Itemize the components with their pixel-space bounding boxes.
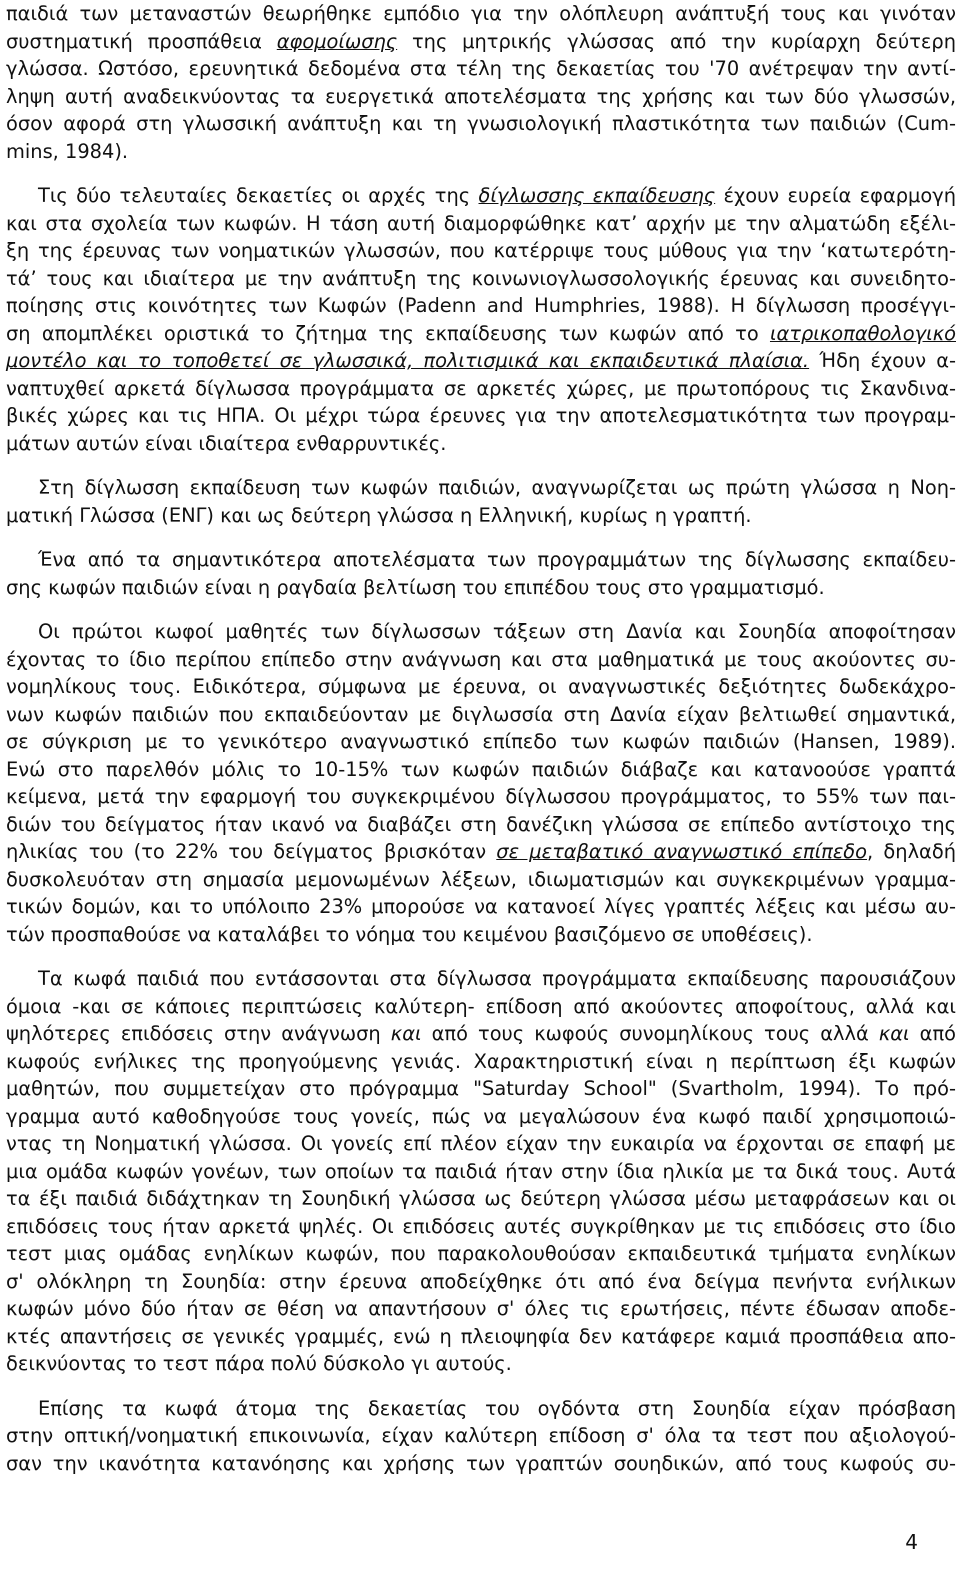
- text-run: ψηλότερες επιδόσεις στην ανάγνωση: [6, 1022, 391, 1045]
- text-run: δεικνύοντας το τεστ πάρα πολύ δύσκολο γι αυτούς.: [6, 1352, 512, 1375]
- page-number: 4: [905, 1530, 918, 1554]
- text-line: [6, 1295, 956, 1323]
- text-line: [6, 1213, 956, 1241]
- emphasis-text: δίγλωσσης εκπαίδευσης: [478, 184, 716, 207]
- text-line: [6, 574, 956, 602]
- text-line: [6, 1048, 956, 1076]
- text-line: [6, 1268, 956, 1296]
- text-run: από τους κωφούς συνομηλίκους τους αλλά: [421, 1022, 879, 1045]
- text-run: γραμμα αυτό καθοδηγούσε τους γονείς, πώς να μεγαλώσουν ένα κωφό παιδί χρησιμοποιώ-: [6, 1104, 956, 1128]
- text-run: Επίσης τα κωφά άτομα της δεκαετίας του ογδόντα στη Σουηδία είχαν πρόσβαση: [38, 1396, 956, 1420]
- text-run: ηλικίας του (το 22% του δείγματος βρισκόταν: [6, 840, 497, 863]
- text-run: Ήδη έχουν α-: [809, 349, 956, 372]
- text-run: μια ομάδα κωφών γονέων, των οποίων τα παιδιά ήταν στην ίδια ηλικία με τα δικά τους. Αυτά: [6, 1159, 956, 1183]
- text-run: , δηλαδή: [867, 840, 956, 863]
- text-line: [6, 1450, 956, 1478]
- emphasis-text: ιατρικοπαθολογικό: [769, 321, 956, 345]
- paragraph: [6, 182, 956, 457]
- text-line: [6, 292, 956, 320]
- text-line: [6, 402, 956, 430]
- text-run: της μητρικής γλώσσας από την κυρίαρχη δεύτερη: [397, 29, 956, 53]
- text-line: [6, 811, 956, 839]
- text-run: βικές χώρες και τις ΗΠΑ. Οι μέχρι τώρα έρευνες για την αποτελεσματικότητα των προγραμ-: [6, 404, 956, 427]
- paragraph: [6, 546, 956, 601]
- text-run: τικών δομών, και το υπόλοιπο 23% μπορούσε να κατανοεί λίγες γραπτές λέξεις και μέσω αυ-: [6, 895, 956, 918]
- text-run: και στα σχολεία των κωφών. Η τάση αυτή διαμορφώθηκε κατ’ αρχήν με την αλματώδη εξέλι-: [6, 211, 956, 235]
- text-line: [6, 1395, 956, 1423]
- text-line: [6, 893, 956, 921]
- paragraph: [6, 474, 956, 529]
- text-run: μάτων αυτών είναι ιδιαίτερα ενθαρρυντικές.: [6, 431, 447, 455]
- text-line: [6, 965, 956, 993]
- text-run: έχουν ευρεία εφαρμογή: [715, 184, 956, 207]
- text-line: [6, 210, 956, 238]
- text-run: ληψη αυτή αναδεικνύοντας τα ευεργετικά αποτελέσματα της χρήσης και των δύο γλωσσών,: [6, 84, 956, 108]
- paragraph: [6, 1395, 956, 1478]
- text-line: [6, 1130, 956, 1158]
- text-line: [6, 237, 956, 265]
- text-run: ματική Γλώσσα (ΕΝΓ) και ως δεύτερη γλώσσα η Ελληνική, κυρίως η γραπτή.: [6, 503, 752, 527]
- text-run: επιδόσεις τους ήταν αρκετά ψηλές. Οι επιδόσεις αυτές συγκρίθηκαν με τις επιδόσεις στο ίδιο: [6, 1214, 956, 1238]
- text-run: Τα κωφά παιδιά που εντάσσονται στα δίγλωσσα προγράμματα εκπαίδευσης παρουσιάζουν: [38, 967, 956, 990]
- text-line: [6, 1075, 956, 1103]
- text-run: γλώσσα. Ωστόσο, ερευνητικά δεδομένα στα τέλη της δεκαετίας του '70 ανέτρεψαν την αντί-: [6, 57, 956, 80]
- text-line: [6, 474, 956, 502]
- text-line: [6, 320, 956, 348]
- text-line: [6, 783, 956, 811]
- text-run: Οι πρώτοι κωφοί μαθητές των δίγλωσσων τάξεων στη Δανία και Σουηδία αποφοίτησαν: [38, 620, 956, 643]
- text-line: [6, 110, 956, 138]
- emphasis-text: και: [390, 1022, 422, 1045]
- text-line: [6, 546, 956, 574]
- emphasis-text: σε μεταβατικό αναγνωστικό επίπεδο: [496, 840, 868, 863]
- text-run: ναπτυχθεί αρκετά δίγλωσσα προγράμματα σε αρκετές χώρες, με πρωτοπόρους τις Σκανδινα-: [6, 376, 956, 400]
- text-line: [6, 28, 956, 56]
- text-line: [6, 701, 956, 729]
- text-run: Τις δύο τελευταίες δεκαετίες οι αρχές της: [38, 184, 479, 207]
- text-line: [6, 1103, 956, 1131]
- text-line: [6, 0, 956, 28]
- text-run: mins, 1984).: [6, 139, 129, 163]
- text-line: [6, 838, 956, 866]
- text-run: Στη δίγλωσση εκπαίδευση των κωφών παιδιών, αναγνωρίζεται ως πρώτη γλώσσα η Νοη-: [38, 476, 956, 499]
- text-line: [6, 756, 956, 784]
- text-run: μαθητών, που συμμετείχαν στο πρόγραμμα "Saturday School" (Svartholm, 1994). Το πρό-: [6, 1077, 956, 1100]
- text-run: τα έξι παιδιά διδάχτηκαν τη Σουηδική γλώσσα ως δεύτερη γλώσσα μέσω μεταφράσεων και οι: [6, 1187, 956, 1210]
- text-line: [6, 1350, 956, 1378]
- text-run: κείμενα, μετά την εφαρμογή του συγκεκριμένου δίγλωσσου προγράμματος, το 55% των παι-: [6, 785, 956, 808]
- text-line: [6, 375, 956, 403]
- text-run: νων κωφών παιδιών που εκπαιδεύονταν με διγλωσσία στη Δανία είχαν βελτιωθεί σημαντικά,: [6, 702, 956, 726]
- text-line: [6, 1240, 956, 1268]
- text-line: [6, 728, 956, 756]
- text-line: [6, 993, 956, 1021]
- text-line: [6, 1020, 956, 1048]
- text-run: ποίησης στις κοινότητες των Κωφών (Padenn and Humphries, 1988). Η δίγλωσση προσέγγι-: [6, 294, 956, 317]
- text-run: νομηλίκους τους. Ειδικότερα, σύμφωνα με έρευνα, οι αναγνωστικές δεξιότητες δωδεκάχρο-: [6, 675, 956, 698]
- text-run: σε σύγκριση με το γενικότερο αναγνωστικό επίπεδο των κωφών παιδιών (Hansen, 1989).: [6, 730, 956, 753]
- emphasis-text: αφομοίωσης: [276, 29, 398, 53]
- text-run: συστηματική προσπάθεια: [6, 29, 277, 53]
- text-line: [6, 83, 956, 111]
- text-line: [6, 1185, 956, 1213]
- text-run: όσον αφορά στη γλωσσική ανάπτυξη και τη γνωσιολογική πλαστικότητα των παιδιών (Cum-: [6, 112, 956, 135]
- text-line: [6, 182, 956, 210]
- text-run: σης κωφών παιδιών είναι η ραγδαία βελτίωση του επιπέδου τους στο γραμματισμό.: [6, 575, 825, 599]
- text-run: δυσκολευόταν στη σημασία μεμονωμένων λέξεων, ιδιωματισμών και συγκεκριμένων γραμμα-: [6, 867, 956, 891]
- text-run: τά’ τους και ιδιαίτερα με την ανάπτυξη της κοινωνιογλωσσολογικής έρευνας και συνειδητο-: [6, 266, 956, 290]
- text-run: κτές απαντήσεις σε γενικές γραμμές, ενώ η πλειοψηφία δεν κατάφερε καμιά προσπάθεια απο-: [6, 1324, 956, 1348]
- text-line: [6, 673, 956, 701]
- paragraph: [6, 965, 956, 1378]
- text-run: ντας τη Νοηματική γλώσσα. Οι γονείς επί πλέον είχαν την ευκαιρία να έρχονται σε επαφή με: [6, 1132, 956, 1155]
- text-line: [6, 921, 956, 949]
- text-run: παιδιά των μεταναστών θεωρήθηκε εμπόδιο για την ολόπλευρη ανάπτυξή τους και γινόταν: [6, 2, 956, 25]
- text-run: όμοια -και σε κάποιες περιπτώσεις καλύτερη- επίδοση από ακούοντες αποφοίτους, αλλά και: [6, 994, 956, 1018]
- text-run: κωφών μόνο δύο ήταν σε θέση να απαντήσουν σ' όλες τις ερωτήσεις, πέντε έδωσαν αποδε-: [6, 1297, 956, 1320]
- text-run: ξη της έρευνας των νοηματικών γλωσσών, που κατέρριψε τους μύθους για την ‘κατωτερότη-: [6, 239, 956, 262]
- paragraph: [6, 618, 956, 948]
- text-run: έχοντας το ίδιο περίπου επίπεδο στην ανάγνωση και στα μαθηματικά με τους ακούοντες συ-: [6, 647, 956, 671]
- text-run: από: [909, 1022, 956, 1045]
- text-run: στην οπτική/νοηματική επικοινωνία, είχαν καλύτερη επίδοση σ' όλα τα τεστ που αξιολογού-: [6, 1424, 956, 1447]
- text-line: [6, 646, 956, 674]
- text-line: [6, 502, 956, 530]
- document-page: [6, 0, 956, 1494]
- paragraph: [6, 0, 956, 165]
- text-line: [6, 138, 956, 166]
- text-line: [6, 1323, 956, 1351]
- emphasis-text: και: [878, 1022, 910, 1045]
- text-line: [6, 866, 956, 894]
- text-run: ση απομπλέκει οριστικά το ζήτημα της εκπαίδευσης των κωφών από το: [6, 321, 770, 345]
- emphasis-text: μοντέλο και το τοποθετεί σε γλωσσικά, πολιτισμικά και εκπαιδευτικά πλαίσια.: [6, 349, 810, 372]
- text-line: [6, 618, 956, 646]
- text-run: τεστ μιας ομάδας ενηλίκων κωφών, που παρακολουθούσαν εκπαιδευτικά τμήματα ενηλίκων: [6, 1242, 956, 1265]
- text-line: [6, 1158, 956, 1186]
- text-run: Ενώ στο παρελθόν μόλις το 10-15% των κωφών παιδιών διάβαζε και κατανοούσε γραπτά: [6, 757, 956, 781]
- text-run: τών προσπαθούσε να καταλάβει το νόημα του κειμένου βασιζόμενο σε υποθέσεις).: [6, 922, 813, 946]
- text-line: [6, 55, 956, 83]
- text-run: σαν την ικανότητα κατανόησης και χρήσης των γραπτών σουηδικών, από τους κωφούς συ-: [6, 1451, 956, 1475]
- text-line: [6, 430, 956, 458]
- text-run: Ένα από τα σημαντικότερα αποτελέσματα των προγραμμάτων της δίγλωσσης εκπαίδευ-: [38, 548, 956, 571]
- text-line: [6, 265, 956, 293]
- text-line: [6, 1422, 956, 1450]
- text-line: [6, 347, 956, 375]
- text-run: διών του δείγματος ήταν ικανό να διαβάζει στη δανέζικη γλώσσα σε επίπεδο αντίστοιχο της: [6, 812, 956, 836]
- text-run: σ' ολόκληρη τη Σουηδία: στην έρευνα αποδείχθηκε ότι από ένα δείγμα πενήντα ενήλικων: [6, 1269, 956, 1293]
- text-run: κωφούς ενήλικες της προηγούμενης γενιάς. Χαρακτηριστική είναι η περίπτωση έξι κωφών: [6, 1049, 956, 1073]
